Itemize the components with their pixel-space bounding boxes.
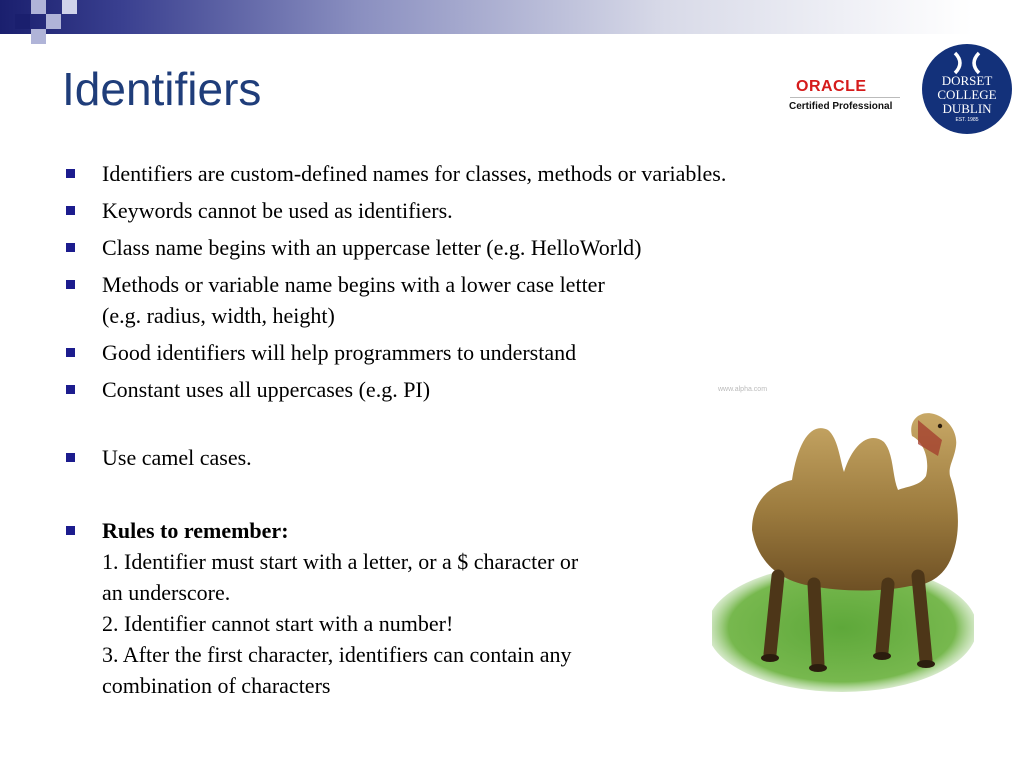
dorset-emblem-icon <box>951 51 983 75</box>
dorset-line-1: DORSET <box>941 73 993 88</box>
square-bullet-icon <box>66 206 75 215</box>
square-bullet-icon <box>66 243 75 252</box>
square-bullet-icon <box>66 348 75 357</box>
bullet-text: Good identifiers will help programmers to understand <box>102 340 577 365</box>
bullet-item <box>62 269 902 331</box>
rule-line: 2. Identifier cannot start with a number! <box>102 611 454 636</box>
rule-line: 3. After the first character, identifiers can contain any <box>102 642 572 667</box>
decorative-square <box>62 0 77 14</box>
decorative-square <box>31 0 46 14</box>
dorset-logo <box>922 44 1012 134</box>
rule-line: an underscore. <box>102 580 231 605</box>
dorset-wordmark <box>922 74 1012 116</box>
square-bullet-icon <box>66 453 75 462</box>
square-bullet-icon <box>66 169 75 178</box>
bullet-text: Constant uses all uppercases (e.g. PI) <box>102 377 431 402</box>
header-gradient-band <box>0 0 1024 34</box>
dorset-est: EST. 1985 <box>955 117 979 123</box>
dorset-line-2: COLLEGE <box>937 87 997 102</box>
image-watermark: www.alpha.com <box>718 386 768 393</box>
camel-image <box>712 380 974 692</box>
decorative-square <box>31 29 46 44</box>
bullet-text: Class name begins with an uppercase letter (e.g. HelloWorld) <box>102 235 642 260</box>
decorative-square <box>46 14 61 29</box>
bullet-item <box>62 232 902 263</box>
decorative-square <box>15 14 30 29</box>
rule-line: 1. Identifier must start with a letter, or a $ character or <box>102 549 579 574</box>
bullet-item <box>62 195 902 226</box>
oracle-divider <box>790 97 900 98</box>
bullet-text: Use camel cases. <box>102 445 252 470</box>
oracle-caption: Certified Professional <box>789 101 893 112</box>
slide-title: Identifiers <box>62 63 262 115</box>
square-bullet-icon <box>66 526 75 535</box>
bullet-text: Keywords cannot be used as identifiers. <box>102 198 453 223</box>
square-bullet-icon <box>66 385 75 394</box>
bullet-text: Methods or variable name begins with a lower case letter <box>102 272 605 297</box>
rule-line: combination of characters <box>102 673 331 698</box>
oracle-logo <box>786 76 902 118</box>
oracle-wordmark: ORACLE <box>796 78 867 95</box>
bullet-item <box>62 158 902 189</box>
bullet-text: Identifiers are custom-defined names for classes, methods or variables. <box>102 161 727 186</box>
square-bullet-icon <box>66 280 75 289</box>
bullet-item <box>62 337 902 368</box>
rules-heading: Rules to remember: <box>102 518 289 543</box>
dorset-line-3: DUBLIN <box>942 101 992 116</box>
bullet-text-continued: (e.g. radius, width, height) <box>102 303 335 328</box>
